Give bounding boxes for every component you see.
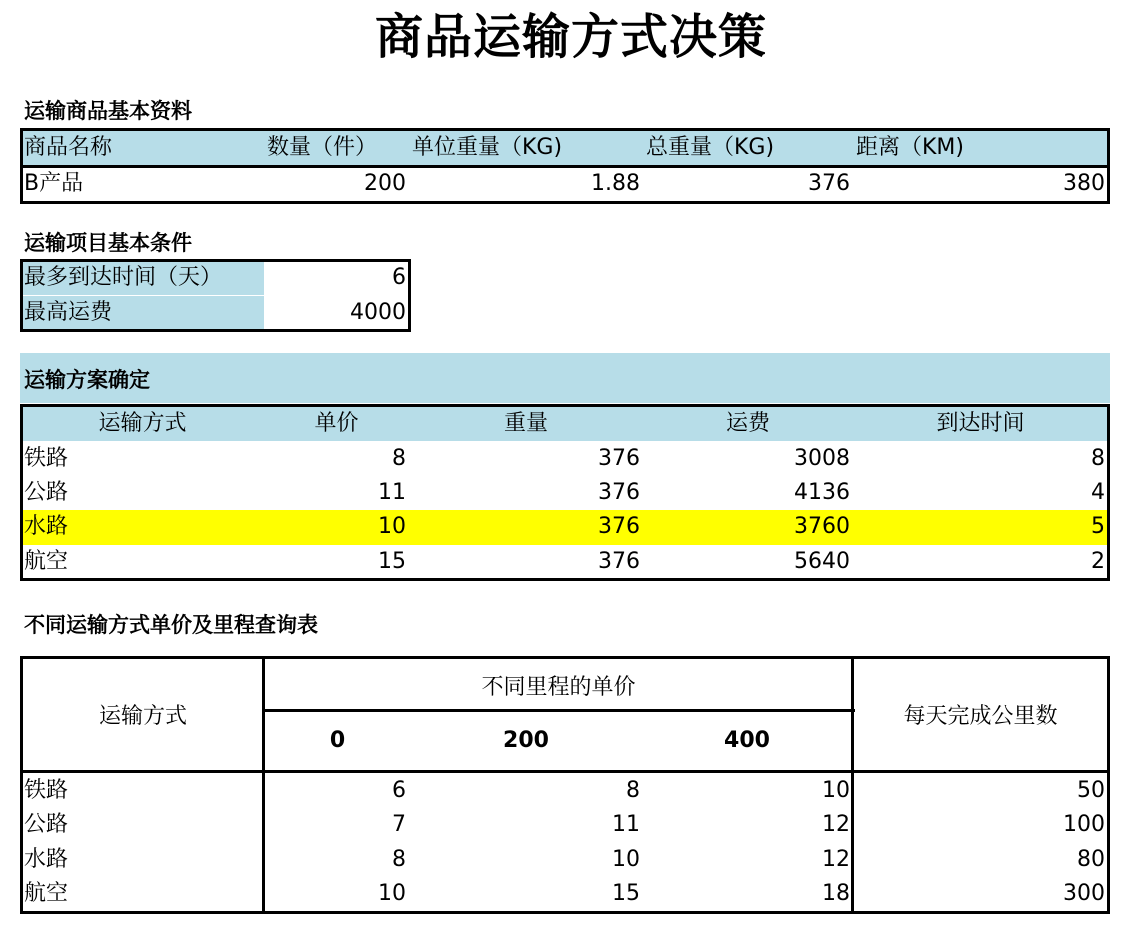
table-row-price[interactable]: 15 — [378, 549, 406, 574]
label-max-arrival-time: 最多到达时间（天） — [21, 261, 264, 295]
header-weight[interactable]: 重量 — [409, 407, 643, 441]
section-heading-lookup: 不同运输方式单价及里程查询表 — [24, 613, 318, 637]
value-max-arrival-time[interactable]: 6 — [392, 265, 406, 290]
table-row-arrival[interactable]: 4 — [1091, 480, 1105, 505]
table-row-price-400[interactable]: 12 — [822, 812, 850, 837]
table-row-freight[interactable]: 3008 — [794, 446, 850, 471]
section-heading-plan: 运输方案确定 — [24, 368, 150, 392]
header-arrival-time[interactable]: 到达时间 — [853, 407, 1108, 441]
header-unit-price[interactable]: 单价 — [264, 407, 409, 441]
table-row-weight[interactable]: 376 — [598, 446, 640, 471]
page-title: 商品运输方式决策 — [374, 9, 767, 65]
cell-product-name[interactable]: B产品 — [24, 171, 84, 196]
divider — [851, 656, 854, 914]
header-lookup-mode[interactable]: 运输方式 — [98, 704, 187, 729]
table-row-price[interactable]: 8 — [392, 446, 406, 471]
table-row-mode[interactable]: 公路 — [24, 480, 69, 505]
cell-unit-weight[interactable]: 1.88 — [591, 171, 640, 196]
table-row-price-400[interactable]: 12 — [822, 847, 850, 872]
table-row-weight[interactable]: 376 — [598, 549, 640, 574]
header-distance-200[interactable]: 200 — [503, 728, 549, 753]
table-row-mode[interactable]: 航空 — [24, 549, 69, 574]
section-heading-conditions: 运输项目基本条件 — [24, 231, 192, 255]
table-row-daily-km[interactable]: 300 — [1063, 881, 1105, 906]
table-row-price-400[interactable]: 10 — [822, 778, 850, 803]
value-max-freight[interactable]: 4000 — [350, 300, 406, 325]
table-row-price-200[interactable]: 15 — [612, 881, 640, 906]
table-row-freight-selected[interactable]: 3760 — [643, 510, 853, 545]
table-row-price-200[interactable]: 8 — [626, 778, 640, 803]
header-total-weight[interactable]: 总重量（KG) — [643, 131, 853, 166]
table-row-mode[interactable]: 航空 — [24, 881, 69, 906]
header-product-name[interactable]: 商品名称 — [21, 131, 264, 166]
table-row-mode[interactable]: 铁路 — [24, 778, 69, 803]
table-row-mode[interactable]: 水路 — [24, 847, 69, 872]
table-row-price-200[interactable]: 10 — [612, 847, 640, 872]
table-row-price-200[interactable]: 11 — [612, 812, 640, 837]
cell-quantity[interactable]: 200 — [364, 171, 406, 196]
table-row-weight-selected[interactable]: 376 — [409, 510, 643, 545]
table-row-mode-selected[interactable]: 水路 — [21, 510, 264, 545]
table-row-arrival[interactable]: 2 — [1091, 549, 1105, 574]
table-row-price-selected[interactable]: 10 — [264, 510, 409, 545]
table-row-price-400[interactable]: 18 — [822, 881, 850, 906]
header-distance-400[interactable]: 400 — [724, 728, 770, 753]
table-row-freight[interactable]: 5640 — [794, 549, 850, 574]
table-row-price-0[interactable]: 8 — [392, 847, 406, 872]
divider — [262, 656, 265, 914]
table-row-price-0[interactable]: 7 — [392, 812, 406, 837]
cell-total-weight[interactable]: 376 — [808, 171, 850, 196]
header-unit-weight[interactable]: 单位重量（KG) — [409, 131, 643, 166]
table-row-price-0[interactable]: 10 — [378, 881, 406, 906]
header-distance[interactable]: 距离（KM) — [853, 131, 1108, 166]
header-freight[interactable]: 运费 — [643, 407, 853, 441]
table-row-mode[interactable]: 铁路 — [24, 446, 69, 471]
header-quantity[interactable]: 数量（件） — [264, 131, 409, 166]
header-daily-km[interactable]: 每天完成公里数 — [903, 704, 1058, 729]
table-row-arrival[interactable]: 8 — [1091, 446, 1105, 471]
table-row-price-0[interactable]: 6 — [392, 778, 406, 803]
section-heading-product-info: 运输商品基本资料 — [24, 99, 192, 123]
table-row-arrival-selected[interactable]: 5 — [853, 510, 1108, 545]
divider — [263, 709, 855, 712]
header-price-by-distance[interactable]: 不同里程的单价 — [481, 675, 636, 700]
header-distance-0[interactable]: 0 — [329, 728, 346, 753]
table-row-weight[interactable]: 376 — [598, 480, 640, 505]
divider — [20, 770, 1110, 773]
header-transport-mode[interactable]: 运输方式 — [21, 407, 264, 441]
table-row-daily-km[interactable]: 80 — [1077, 847, 1105, 872]
table-row-freight[interactable]: 4136 — [794, 480, 850, 505]
section-band-plan — [20, 353, 1110, 403]
label-max-freight: 最高运费 — [21, 296, 264, 330]
divider — [20, 165, 1110, 168]
table-row-daily-km[interactable]: 50 — [1077, 778, 1105, 803]
cell-distance[interactable]: 380 — [1063, 171, 1105, 196]
table-row-price[interactable]: 11 — [378, 480, 406, 505]
table-row-mode[interactable]: 公路 — [24, 812, 69, 837]
table-row-daily-km[interactable]: 100 — [1063, 812, 1105, 837]
